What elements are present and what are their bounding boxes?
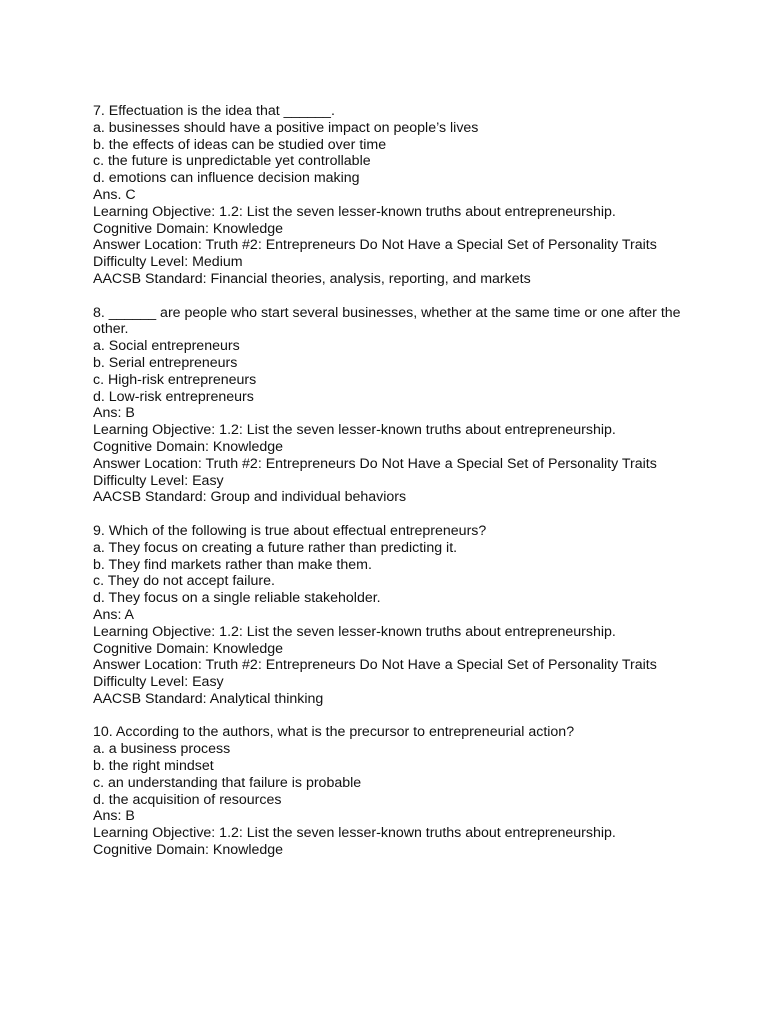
option-a: a. businesses should have a positive impact on people’s lives (93, 119, 479, 136)
option-b: b. They find markets rather than make them. (93, 556, 372, 573)
question-8 (93, 305, 703, 507)
answer-location: Answer Location: Truth #2: Entrepreneurs Do Not Have a Special Set of Personality Traits (93, 237, 657, 254)
question-stem: 7. Effectuation is the idea that ______. (93, 103, 335, 119)
cognitive-domain: Cognitive Domain: Knowledge (93, 640, 284, 657)
difficulty-level: Difficulty Level: Easy (93, 472, 224, 489)
answer-location: Answer Location: Truth #2: Entrepreneurs Do Not Have a Special Set of Personality Traits (93, 455, 657, 472)
option-c: c. the future is unpredictable yet controllable (93, 153, 371, 170)
document-page (93, 103, 703, 876)
option-a: a. They focus on creating a future rather than predicting it. (93, 539, 458, 556)
option-b: b. the right mindset (93, 758, 214, 775)
cognitive-domain: Cognitive Domain: Knowledge (93, 438, 284, 455)
question-7 (93, 103, 703, 288)
aacsb-standard: AACSB Standard: Group and individual behaviors (93, 489, 407, 506)
option-b: b. the effects of ideas can be studied over time (93, 136, 387, 153)
option-b: b. Serial entrepreneurs (93, 354, 238, 371)
difficulty-level: Difficulty Level: Easy (93, 674, 224, 691)
question-stem: 10. According to the authors, what is the precursor to entrepreneurial action? (93, 724, 575, 741)
question-10 (93, 724, 703, 858)
option-d: d. emotions can influence decision making (93, 170, 360, 187)
answer-key: Ans: A (93, 606, 135, 623)
question-9 (93, 523, 703, 708)
learning-objective: Learning Objective: 1.2: List the seven lesser-known truths about entrepreneurship. (93, 825, 616, 842)
option-d: d. Low-risk entrepreneurs (93, 388, 254, 405)
aacsb-standard: AACSB Standard: Analytical thinking (93, 690, 324, 707)
option-d: d. the acquisition of resources (93, 791, 282, 808)
cognitive-domain: Cognitive Domain: Knowledge (93, 220, 284, 237)
option-c: c. an understanding that failure is probable (93, 774, 362, 791)
option-d: d. They focus on a single reliable stakeholder. (93, 590, 381, 607)
answer-location: Answer Location: Truth #2: Entrepreneurs Do Not Have a Special Set of Personality Traits (93, 657, 657, 674)
aacsb-standard: AACSB Standard: Financial theories, analysis, reporting, and markets (93, 270, 531, 287)
answer-key: Ans. C (93, 186, 136, 203)
option-a: a. Social entrepreneurs (93, 338, 240, 355)
cognitive-domain: Cognitive Domain: Knowledge (93, 842, 284, 859)
answer-key: Ans: B (93, 808, 135, 825)
learning-objective: Learning Objective: 1.2: List the seven lesser-known truths about entrepreneurship. (93, 203, 616, 220)
option-c: c. They do not accept failure. (93, 573, 275, 590)
question-stem: 9. Which of the following is true about effectual entrepreneurs? (93, 522, 487, 539)
question-stem: 8. ______ are people who start several businesses, whether at the same time or one after the other. (93, 304, 685, 338)
learning-objective: Learning Objective: 1.2: List the seven lesser-known truths about entrepreneurship. (93, 623, 616, 640)
option-a: a. a business process (93, 741, 231, 758)
answer-key: Ans: B (93, 405, 135, 422)
learning-objective: Learning Objective: 1.2: List the seven lesser-known truths about entrepreneurship. (93, 422, 616, 439)
difficulty-level: Difficulty Level: Medium (93, 254, 243, 271)
option-c: c. High-risk entrepreneurs (93, 371, 257, 388)
